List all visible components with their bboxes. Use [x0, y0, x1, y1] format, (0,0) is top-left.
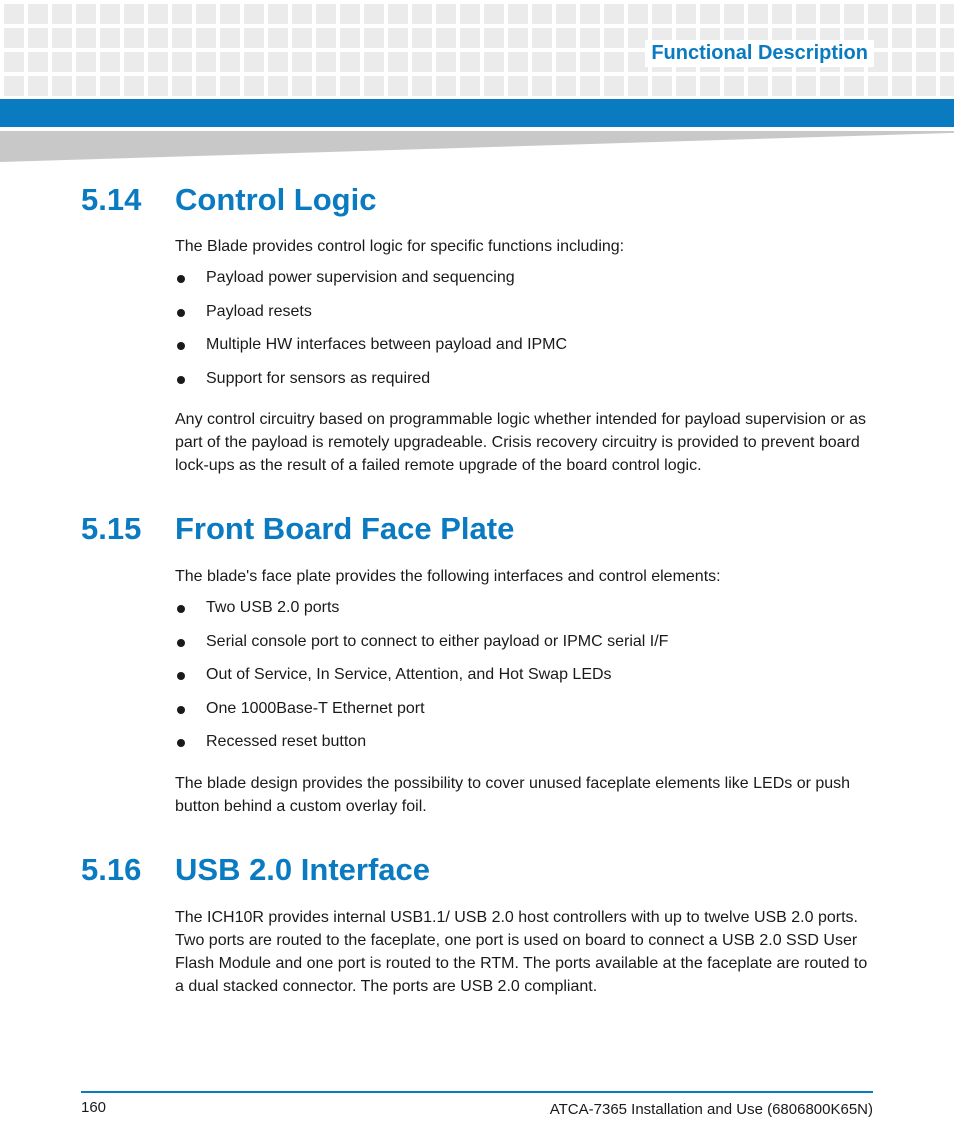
bullet-icon	[177, 739, 185, 747]
list-item-text: Two USB 2.0 ports	[206, 599, 340, 616]
list-item-text: One 1000Base-T Ethernet port	[206, 699, 425, 717]
section-title: Control Logic	[175, 182, 377, 217]
list-item-text: Payload resets	[206, 302, 312, 320]
section-body: The blade design provides the possibility to cover unused faceplate elements like LEDs or push button behind a custom overlay foil.	[175, 775, 851, 815]
bullet-icon	[177, 639, 185, 647]
section-body: The ICH10R provides internal USB1.1/ USB 2.0 host controllers with up to twelve USB 2.0 ports. Two ports are routed to the faceplate, one port is used on board to connect a USB 2.0 SSD User Flash Module and one port is routed to the RTM. The ports available at the faceplate are routed to a dual stacked connector. The ports are USB 2.0 compliant.	[175, 909, 868, 995]
list-item	[175, 369, 567, 403]
bullet-icon	[177, 376, 185, 384]
bullet-icon	[177, 275, 185, 283]
footer-rule	[81, 1091, 873, 1093]
section-heading-front-board-face-plate	[81, 511, 514, 547]
section-title: Front Board Face Plate	[175, 511, 515, 546]
list-item	[175, 302, 567, 336]
document-title: ATCA-7365 Installation and Use (6806800K65N)	[549, 1101, 873, 1118]
bullet-icon	[177, 706, 185, 714]
header-gray-wedge	[0, 131, 954, 162]
list-item	[175, 268, 567, 302]
bullet-icon	[177, 342, 185, 350]
section-number: 5.15	[81, 511, 142, 546]
list-item	[175, 732, 668, 766]
list-item-text: Recessed reset button	[206, 733, 367, 751]
bullet-icon	[177, 672, 185, 680]
list-item-text: Multiple HW interfaces between payload and IPMC	[206, 336, 568, 354]
section-heading-usb-interface	[81, 852, 430, 888]
list-item	[175, 632, 668, 666]
list-item	[175, 598, 668, 632]
list-item	[175, 335, 567, 369]
list-item	[175, 665, 668, 699]
list-item-text: Out of Service, In Service, Attention, and Hot Swap LEDs	[206, 666, 612, 684]
section-number: 5.16	[81, 852, 142, 887]
bullet-icon	[177, 309, 185, 317]
header-blue-bar	[0, 99, 954, 127]
list-item	[175, 699, 668, 733]
list-item-text: Serial console port to connect to either payload or IPMC serial I/F	[206, 632, 669, 650]
list-item-text: Support for sensors as required	[206, 369, 431, 387]
section-intro: The blade's face plate provides the following interfaces and control elements:	[175, 568, 721, 585]
bullet-icon	[177, 605, 185, 613]
section-heading-control-logic	[81, 182, 376, 218]
section-number: 5.14	[81, 182, 142, 217]
section-intro: The Blade provides control logic for specific functions including:	[175, 238, 625, 255]
bullet-list	[175, 598, 668, 766]
chapter-title: Functional Description	[645, 40, 874, 67]
bullet-list	[175, 268, 567, 402]
page-number: 160	[81, 1099, 107, 1116]
section-title: USB 2.0 Interface	[175, 852, 430, 887]
section-body: Any control circuitry based on programmable logic whether intended for payload supervision or as part of the payload is remotely upgradeable. Crisis recovery circuitry is provided to prevent board lock-ups as the result of a failed remote upgrade of the board control logic.	[175, 411, 867, 474]
list-item-text: Payload power supervision and sequencing	[206, 269, 515, 286]
